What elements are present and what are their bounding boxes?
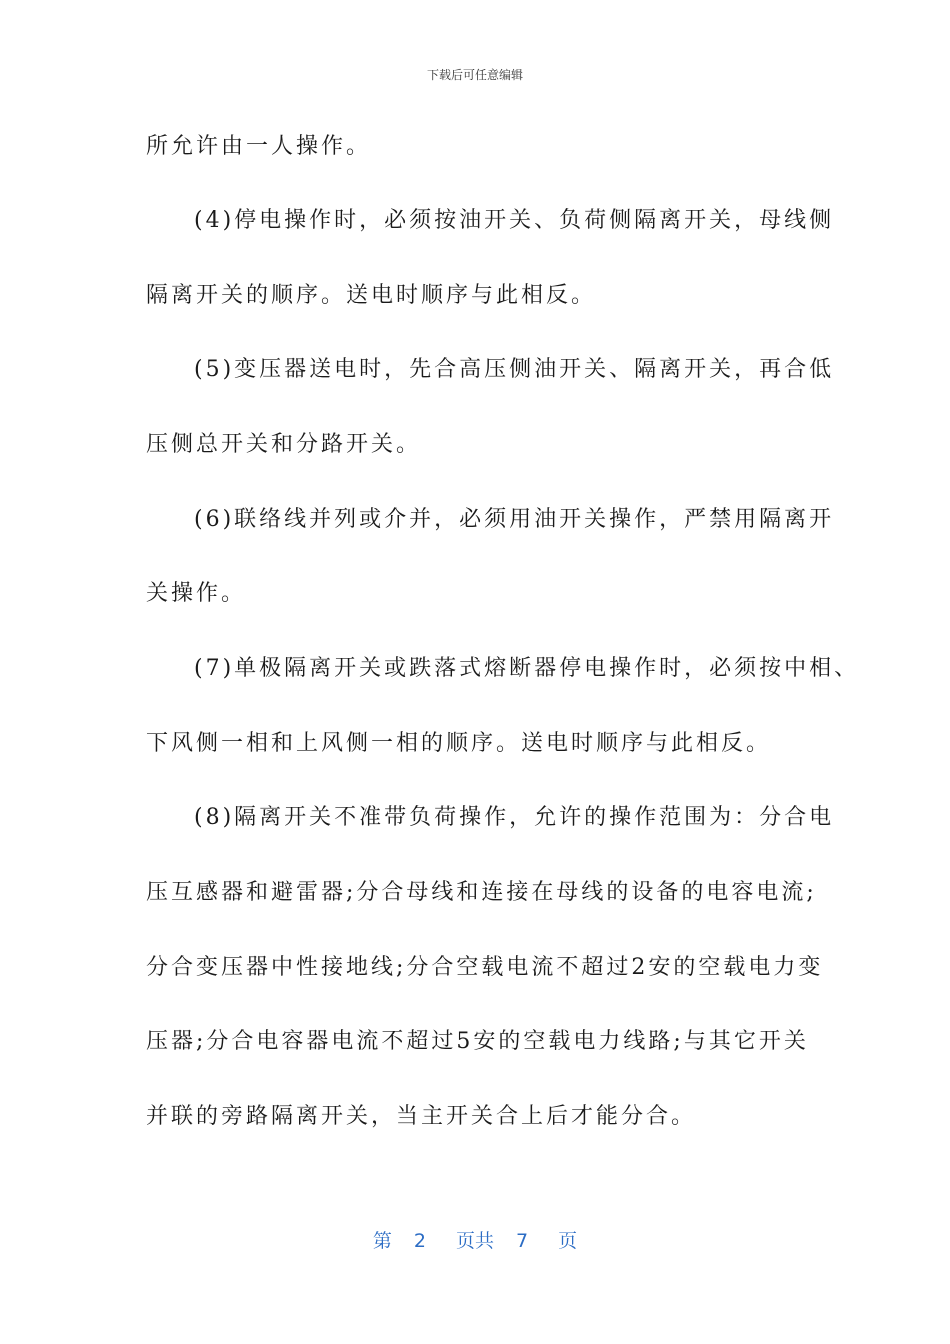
total-pages-number: 7: [516, 1230, 529, 1252]
page-number-footer: [0, 1226, 950, 1253]
text-line: 压侧总开关和分路开关。: [146, 432, 422, 457]
text-line: (6)联络线并列或介并，必须用油开关操作，严禁用隔离开: [194, 507, 835, 532]
footer-middle: 页共: [455, 1230, 494, 1252]
current-page-number: 2: [413, 1230, 426, 1252]
header-note: 下载后可任意编辑: [426, 68, 523, 82]
text-line: 关操作。: [146, 581, 247, 606]
footer-prefix: 第: [372, 1230, 392, 1252]
text-line: 压器;分合电容器电流不超过5安的空载电力线路;与其它开关: [146, 1029, 809, 1054]
text-line: (4)停电操作时，必须按油开关、负荷侧隔离开关，母线侧: [194, 208, 835, 233]
text-line: 分合变压器中性接地线;分合空载电流不超过2安的空载电力变: [146, 955, 824, 980]
text-line: (5)变压器送电时，先合高压侧油开关、隔离开关，再合低: [194, 357, 835, 382]
text-line: 下风侧一相和上风侧一相的顺序。送电时顺序与此相反。: [146, 731, 772, 756]
text-line: (8)隔离开关不准带负荷操作，允许的操作范围为：分合电: [194, 805, 835, 830]
text-line: 隔离开关的顺序。送电时顺序与此相反。: [146, 283, 597, 308]
text-line: 压互感器和避雷器;分合母线和连接在母线的设备的电容电流;: [146, 880, 817, 905]
text-line: (7)单极隔离开关或跌落式熔断器停电操作时，必须按中相、: [194, 656, 860, 681]
footer-suffix: 页: [558, 1230, 578, 1252]
text-line: 所允许由一人操作。: [146, 134, 372, 159]
text-line: 并联的旁路隔离开关，当主开关合上后才能分合。: [146, 1104, 697, 1129]
